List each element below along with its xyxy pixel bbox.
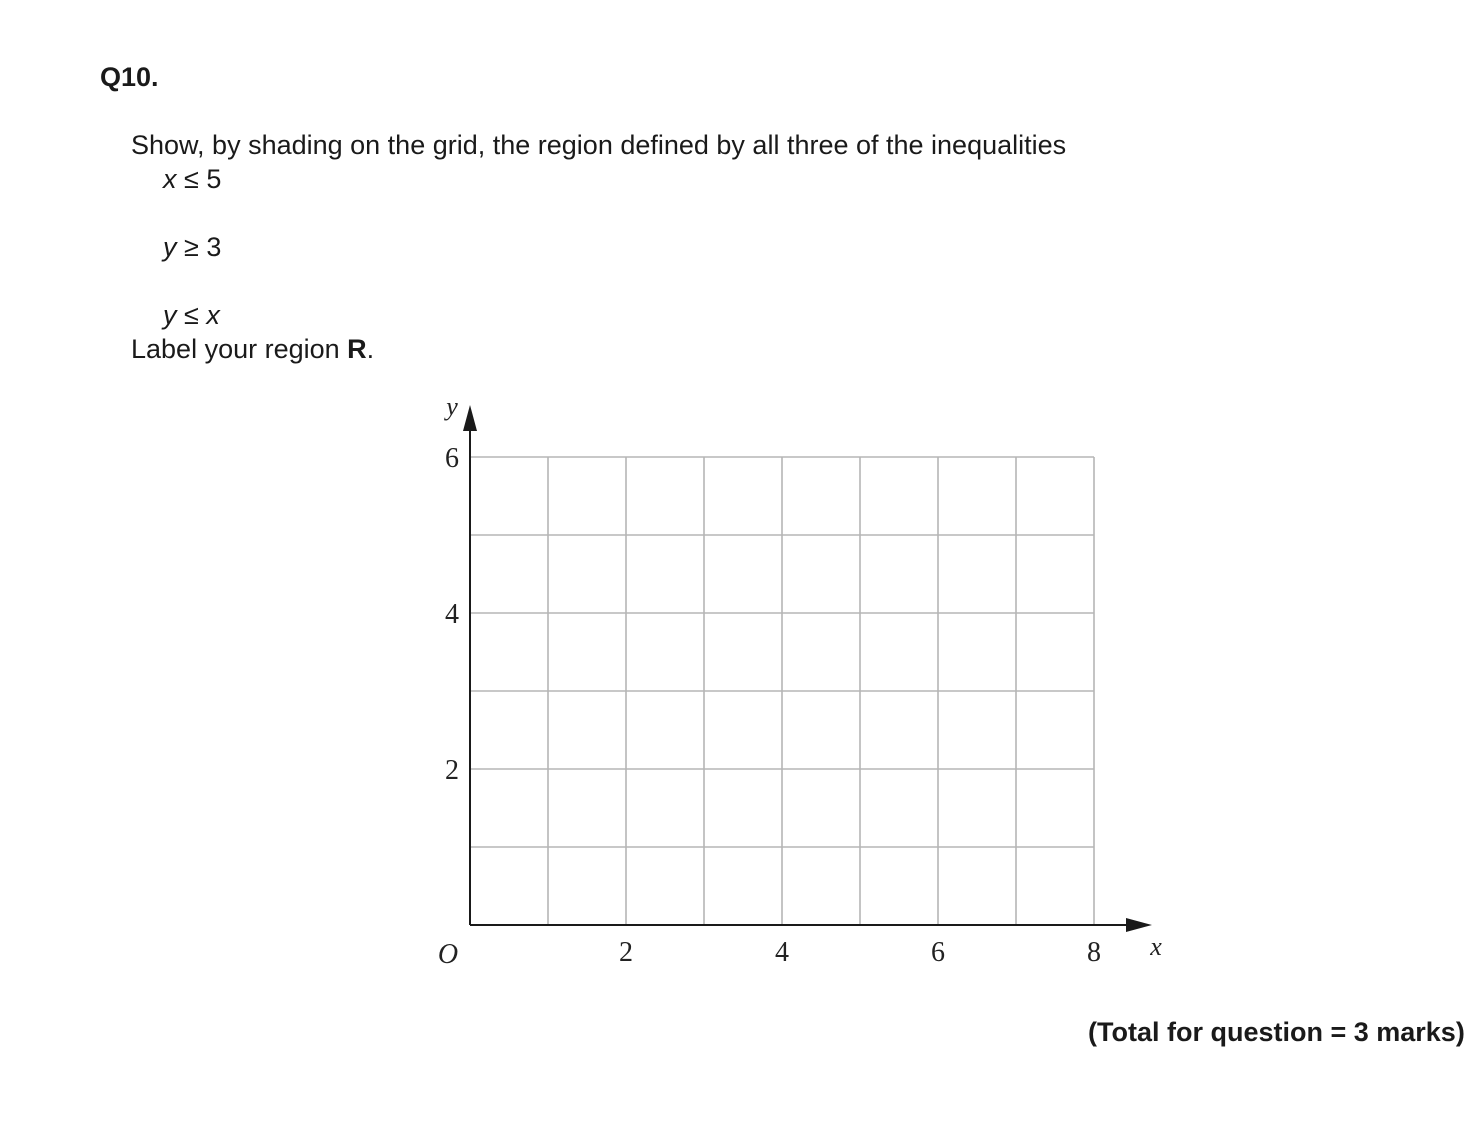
inequality-1-value: 5 [206, 164, 222, 194]
inequality-3-op: ≤ [184, 300, 199, 330]
y-tick-label: 4 [445, 599, 459, 630]
inequality-2-var: y [163, 232, 177, 262]
origin-label: O [437, 939, 459, 970]
x-axis-label: x [1150, 932, 1162, 961]
question-number: Q10. [100, 62, 159, 92]
inequality-3-rhs-var: x [206, 300, 220, 330]
inequality-3-var: y [163, 300, 177, 330]
tick-labels [438, 392, 1162, 970]
x-tick-label: 6 [931, 937, 945, 968]
axes [463, 405, 1152, 932]
inequality-2-value: 3 [206, 232, 222, 262]
y-tick-label: 2 [445, 755, 459, 786]
y-axis-arrow-icon [463, 405, 477, 431]
y-tick-label: 6 [445, 443, 459, 474]
label-instruction-suffix: . [366, 334, 375, 364]
inequality-2-op: ≥ [184, 232, 199, 262]
question-total: (Total for question = 3 marks) [1088, 1017, 1465, 1047]
inequality-1-op: ≤ [184, 164, 199, 194]
inequality-2 [163, 232, 221, 263]
x-axis-arrow-icon [1126, 918, 1152, 932]
label-instruction-prefix: Label your region [131, 334, 348, 364]
y-axis-label: y [446, 392, 458, 421]
inequality-1 [163, 164, 221, 195]
label-instruction [131, 334, 374, 365]
inequality-1-var: x [163, 164, 177, 194]
inequality-3 [163, 300, 220, 331]
x-tick-label: 4 [775, 937, 789, 968]
x-tick-label: 8 [1087, 937, 1101, 968]
x-tick-label: 2 [619, 937, 633, 968]
grid-lines [470, 457, 1094, 925]
question-prompt: Show, by shading on the grid, the region defined by all three of the inequalities [131, 130, 1067, 160]
coordinate-grid[interactable] [420, 385, 1180, 975]
region-label-letter: R [347, 334, 367, 364]
